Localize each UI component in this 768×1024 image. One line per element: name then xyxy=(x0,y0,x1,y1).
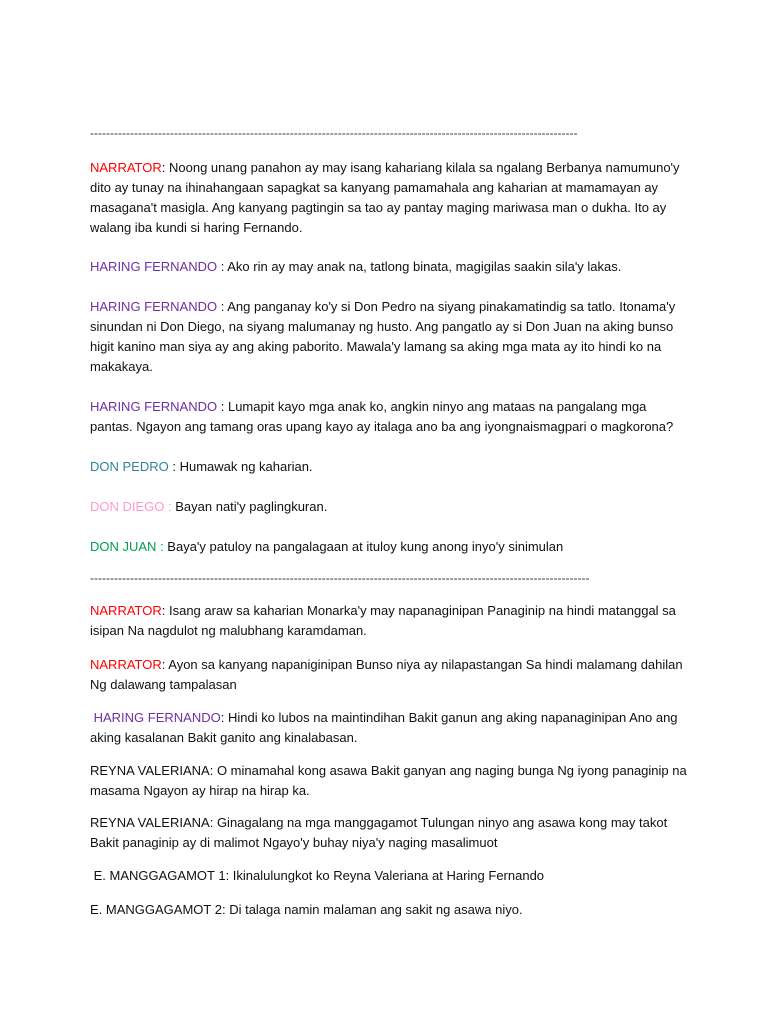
paragraph-don-juan xyxy=(90,537,690,557)
speaker-label: HARING FERNANDO xyxy=(90,710,221,725)
speaker-label: DON DIEGO xyxy=(90,499,165,514)
speaker-separator: : xyxy=(161,657,169,672)
dialogue-text: Lumapit kayo mga anak ko, angkin ninyo ang mataas na pangalang mga pantas. Ngayon ang tamang oras upang kayo ay italaga ano ba ang iyongnaismagpari o magkorona? xyxy=(90,399,674,434)
paragraph-manggagamot-1 xyxy=(90,866,690,886)
dialogue-text: Ang panganay ko'y si Don Pedro na siyang pinakamatindig sa tatlo. Itonama'y sinundan ni Don Diego, na siyang malumanay ng husto. Ang pangatlo ay si Don Juan na aking bunso higit kanino man siya ay ang aking paborito. Mawala'y lamang sa aking mga mata ay ito hindi ko na makakaya. xyxy=(90,299,676,374)
dialogue-text: Bayan nati'y paglingkuran. xyxy=(175,499,328,514)
speaker-separator: : xyxy=(209,763,217,778)
speaker-separator: : xyxy=(221,902,230,917)
speaker-separator: : xyxy=(220,710,228,725)
speaker-separator: : xyxy=(164,499,176,514)
dialogue-text: Di talaga namin malaman ang sakit ng asawa niyo. xyxy=(229,902,523,917)
speaker-label: DON PEDRO xyxy=(90,459,169,474)
speaker-separator: : xyxy=(217,399,228,414)
paragraph-haring-fernando xyxy=(90,708,690,748)
speaker-separator: : xyxy=(156,539,168,554)
paragraph-haring-fernando xyxy=(90,397,690,437)
speaker-separator: : xyxy=(161,603,169,618)
speaker-label: REYNA VALERIANA xyxy=(90,763,210,778)
dialogue-text: Ikinalulungkot ko Reyna Valeriana at Haring Fernando xyxy=(232,868,545,883)
dialogue-text: Hindi ko lubos na maintindihan Bakit ganun ang aking napanaginipan Ano ang aking kasalanan Bakit ganito ang kinalabasan. xyxy=(90,710,678,745)
paragraph-narrator xyxy=(90,655,690,695)
paragraph-narrator xyxy=(90,601,690,641)
speaker-label: HARING FERNANDO xyxy=(90,399,218,414)
dashed-divider: -------------------------------------------------------------------------------------------------------------------------- xyxy=(90,126,578,140)
speaker-label: E. MANGGAGAMOT 2 xyxy=(90,902,222,917)
paragraph-manggagamot-2 xyxy=(90,900,690,920)
paragraph-haring-fernando xyxy=(90,297,690,377)
paragraph-reyna-valeriana xyxy=(90,761,690,801)
speaker-separator: : xyxy=(161,160,169,175)
speaker-label: HARING FERNANDO xyxy=(90,259,218,274)
speaker-label: NARRATOR xyxy=(90,657,162,672)
dialogue-text: Humawak ng kaharian. xyxy=(179,459,313,474)
paragraph-narrator xyxy=(90,158,690,238)
speaker-separator: : xyxy=(168,459,180,474)
speaker-label: HARING FERNANDO xyxy=(90,299,218,314)
speaker-label: NARRATOR xyxy=(90,603,162,618)
speaker-label: REYNA VALERIANA xyxy=(90,815,210,830)
dialogue-text: Baya'y patuloy na pangalagaan at ituloy kung anong inyo'y sinimulan xyxy=(167,539,564,554)
dialogue-text: Noong unang panahon ay may isang kahariang kilala sa ngalang Berbanya namumuno'y dito ay tunay na ihinahangaan sapagkat sa kanyang pamamahala ang kaharian at mamamayan ay masagana't masigla. Ang kanyang pagtingin sa tao ay pantay maging mariwasa man o dukha. Ito ay walang iba kundi si haring Fernando. xyxy=(90,160,680,235)
speaker-separator: : xyxy=(217,299,228,314)
paragraph-don-pedro xyxy=(90,457,690,477)
paragraph-reyna-valeriana xyxy=(90,813,690,853)
dialogue-text: Ginagalang na mga manggagamot Tulungan ninyo ang asawa kong may takot Bakit panaginip ay di malimot Ngayo'y buhay niya'y naging masalimuot xyxy=(90,815,668,850)
dialogue-text: O minamahal kong asawa Bakit ganyan ang naging bunga Ng iyong panaginip na masama Ngayon ay hirap na hirap ka. xyxy=(90,763,687,798)
speaker-label: NARRATOR xyxy=(90,160,162,175)
dialogue-text: Ako rin ay may anak na, tatlong binata, magigilas saakin sila'y lakas. xyxy=(227,259,622,274)
speaker-separator: : xyxy=(209,815,217,830)
speaker-separator: : xyxy=(225,868,233,883)
paragraph-don-diego xyxy=(90,497,690,517)
paragraph-haring-fernando xyxy=(90,257,690,277)
speaker-label: DON JUAN xyxy=(90,539,157,554)
speaker-label: E. MANGGAGAMOT 1 xyxy=(90,868,226,883)
speaker-separator: : xyxy=(217,259,228,274)
dashed-divider: ----------------------------------------------------------------------------------------------------------------------------- xyxy=(90,571,590,585)
dialogue-text: Isang araw sa kaharian Monarka'y may napanaginipan Panaginip na hindi matanggal sa isipan Na nagdulot ng malubhang karamdaman. xyxy=(90,603,676,638)
dialogue-text: Ayon sa kanyang napaniginipan Bunso niya ay nilapastangan Sa hindi malamang dahilan Ng dalawang tampalasan xyxy=(90,657,683,692)
